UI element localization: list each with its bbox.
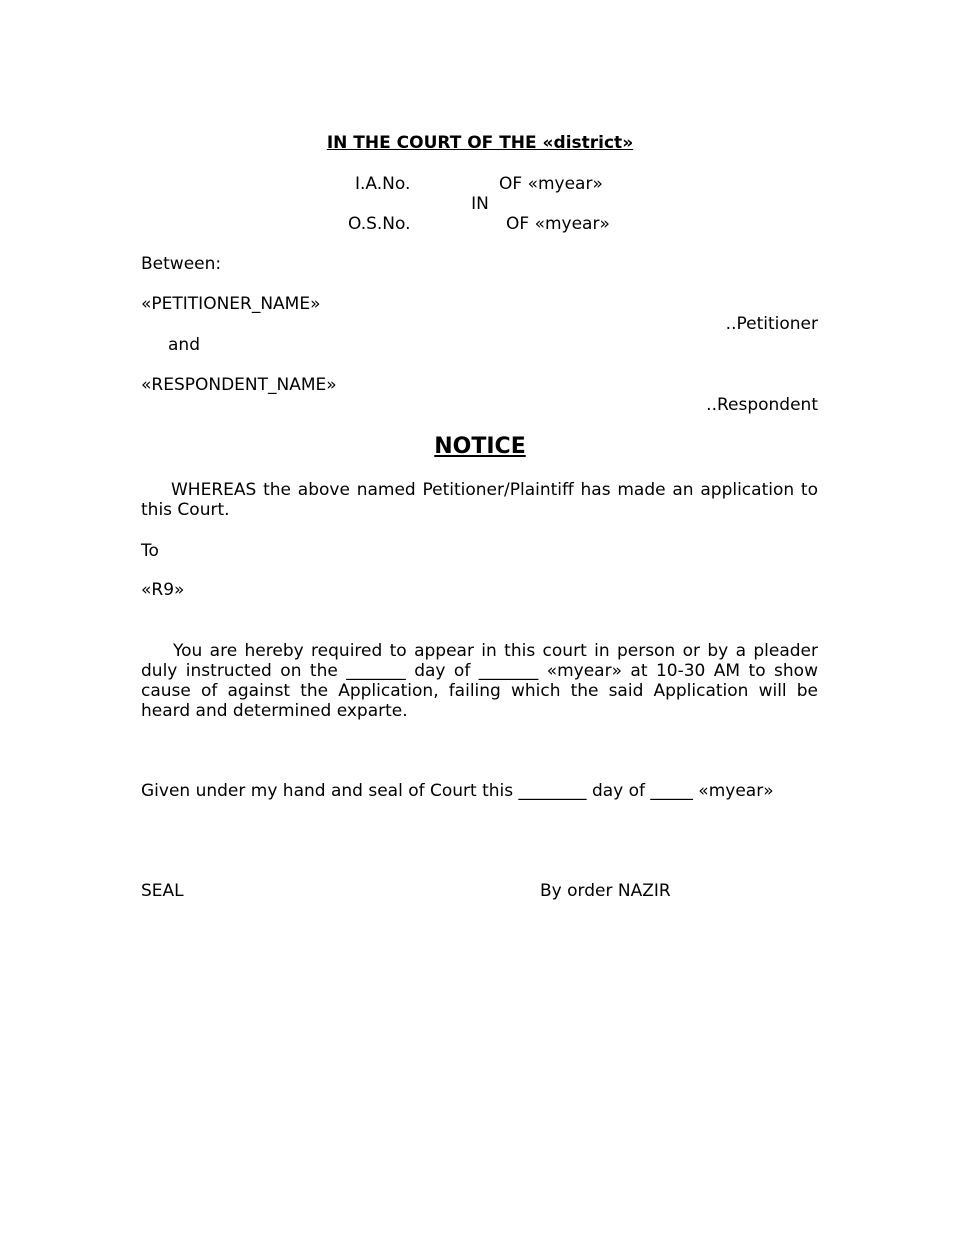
and-label: and: [168, 335, 200, 355]
respondent-role: ..Respondent: [706, 395, 818, 415]
to-label: To: [141, 541, 159, 561]
appearance-paragraph: You are hereby required to appear in this court in person or by a pleader duly instructed on the _______ day of _______ «myear» at 10-30 AM to show cause of against the Application, failing which the said Application will be heard and determined exparte.: [141, 641, 818, 721]
between-label: Between:: [141, 254, 222, 274]
ia-year-label: OF «myear»: [499, 174, 603, 194]
petitioner-name: «PETITIONER_NAME»: [141, 294, 321, 314]
os-year-label: OF «myear»: [506, 214, 610, 234]
whereas-paragraph: WHEREAS the above named Petitioner/Plaintiff has made an application to this Court.: [141, 480, 818, 520]
os-number-label: O.S.No.: [348, 214, 411, 234]
respondent-name: «RESPONDENT_NAME»: [141, 375, 337, 395]
ia-number-label: I.A.No.: [355, 174, 411, 194]
order-nazir-label: By order NAZIR: [540, 881, 671, 901]
given-under-seal-line: Given under my hand and seal of Court this ________ day of _____ «myear»: [141, 781, 774, 801]
seal-label: SEAL: [141, 881, 184, 901]
addressee: «R9»: [141, 580, 185, 600]
in-label: IN: [471, 194, 489, 214]
notice-heading: NOTICE: [434, 434, 526, 459]
petitioner-role: ..Petitioner: [725, 314, 818, 334]
court-title: IN THE COURT OF THE «district»: [326, 133, 634, 153]
